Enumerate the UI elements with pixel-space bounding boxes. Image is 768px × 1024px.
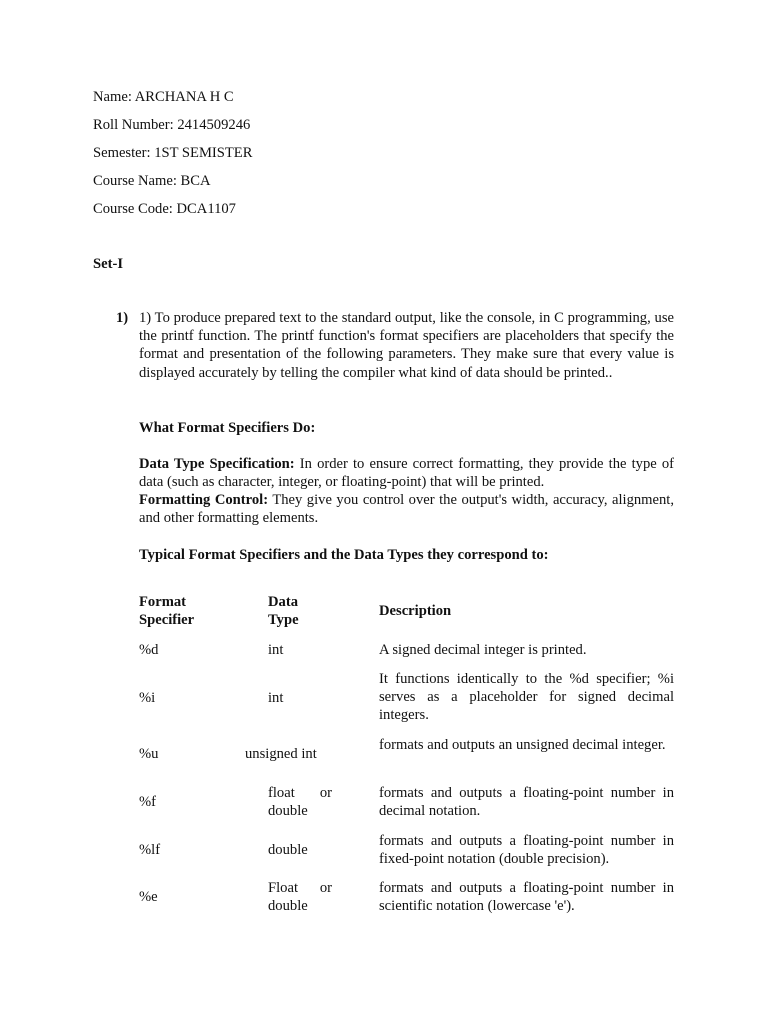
question-number: 1) xyxy=(116,310,129,326)
table-cell-type: float or double xyxy=(268,785,332,820)
table-cell-description: It functions identically to the %d specifier; %i serves as a placeholder for signed decimal integers. xyxy=(379,671,674,724)
point-formatting xyxy=(139,491,674,527)
typical-heading: Typical Format Specifiers and the Data Types they correspond to: xyxy=(139,547,549,563)
table-cell-description: formats and outputs a floating-point number in fixed-point notation (double precision). xyxy=(379,833,674,868)
point-data-type-text: In order to ensure correct formatting, they provide the type of data (such as character, integer, or floating-point) that will be printed. xyxy=(139,456,675,491)
point-formatting-text: They give you control over the output's width, accuracy, alignment, and other formatting elements. xyxy=(139,492,674,527)
table-header-type: Data Type xyxy=(268,594,299,629)
table-cell-format: %i xyxy=(139,690,156,706)
point-data-type-label: Data Type Specification: xyxy=(139,456,295,472)
set-heading: Set-I xyxy=(93,256,123,272)
table-cell-type: int xyxy=(268,690,284,706)
semester: Semester: 1ST SEMISTER xyxy=(93,145,253,161)
table-cell-format: %d xyxy=(139,642,159,658)
table-header-format: Format Specifier xyxy=(139,594,195,629)
table-cell-format: %e xyxy=(139,889,158,905)
table-cell-format: %u xyxy=(139,746,159,762)
table-cell-type: Float or double xyxy=(268,880,332,915)
table-cell-format: %lf xyxy=(139,842,161,858)
student-name: Name: ARCHANA H C xyxy=(93,89,234,105)
table-cell-description: formats and outputs a floating-point number in scientific notation (lowercase 'e'). xyxy=(379,880,674,915)
point-data-type xyxy=(139,455,674,491)
table-cell-format: %f xyxy=(139,794,157,810)
table-cell-description: A signed decimal integer is printed. xyxy=(379,642,587,658)
point-formatting-label: Formatting Control: xyxy=(139,492,269,508)
table-header-description: Description xyxy=(379,603,452,619)
table-cell-description: formats and outputs a floating-point number in decimal notation. xyxy=(379,785,674,820)
course-code: Course Code: DCA1107 xyxy=(93,201,236,217)
what-heading: What Format Specifiers Do: xyxy=(139,420,316,436)
roll-number: Roll Number: 2414509246 xyxy=(93,117,251,133)
table-cell-type: int xyxy=(268,642,284,658)
table-cell-description: formats and outputs an unsigned decimal integer. xyxy=(379,737,666,753)
question-intro-paragraph: 1) To produce prepared text to the standard output, like the console, in C programming, use the printf function. The printf function's format specifiers are placeholders that specify the format and presentation of the following parameters. They make sure that every value is displayed accurately by telling the compiler what kind of data should be printed.. xyxy=(139,310,674,381)
table-cell-type: unsigned int xyxy=(245,746,317,762)
course-name: Course Name: BCA xyxy=(93,173,211,189)
table-cell-type: double xyxy=(268,842,308,858)
